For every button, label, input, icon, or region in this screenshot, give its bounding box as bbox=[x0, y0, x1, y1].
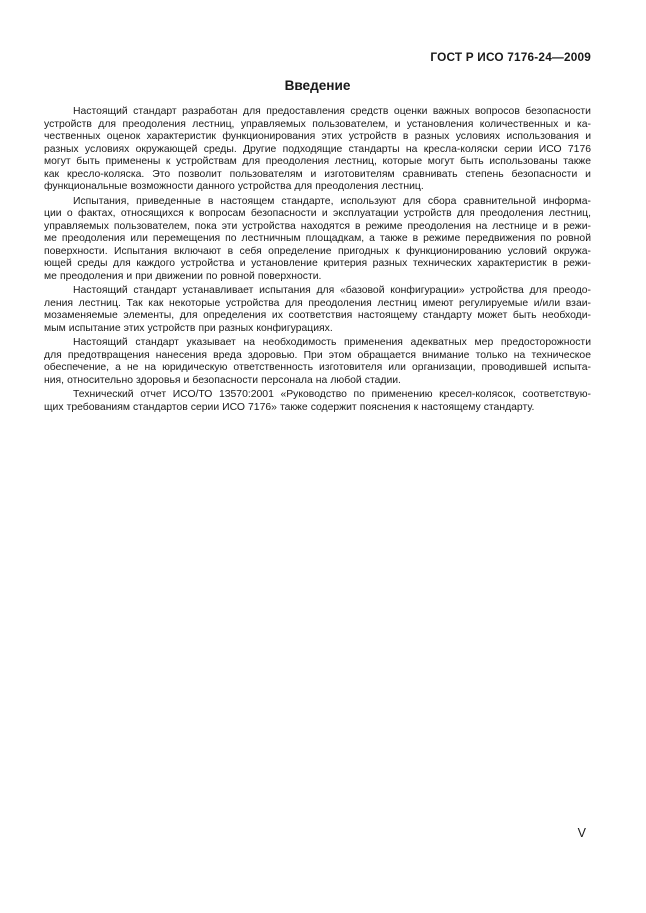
introduction-text bbox=[44, 106, 591, 416]
text-line: функциональные возможности данного устройства для преодоления лестниц. bbox=[44, 181, 424, 192]
text-line: мым испытание этих устройств при разных конфигурациях. bbox=[44, 322, 333, 334]
text-line: щих требованиям стандартов серии ИСО 7176» также содержит пояснения к настоящему стандарту. bbox=[44, 401, 535, 413]
text-line: ме преодоления и при движении по ровной поверхности. bbox=[44, 270, 322, 282]
text-line: обеспечение, а не на юридическую ответственность изготовителя или организации, проводившей испыта- bbox=[44, 362, 591, 373]
text-line: ления лестниц. Так как некоторые устройства для преодоления лестниц имеют регулируемые и/или взаи- bbox=[44, 297, 591, 309]
text-line: ющей среды для каждого устройства и установление критерия разных технических характеристик в режи- bbox=[44, 258, 591, 269]
paragraph bbox=[44, 285, 591, 335]
text-line: Настоящий стандарт устанавливает испытания для «базовой конфигурации» устройства для преодо- bbox=[73, 285, 591, 296]
section-title: Введение bbox=[284, 78, 351, 93]
text-line: Настоящий стандарт указывает на необходимость применения адекватных мер предосторожности bbox=[73, 337, 591, 348]
paragraph bbox=[44, 389, 591, 414]
standard-code: ГОСТ Р ИСО 7176-24—2009 bbox=[430, 50, 591, 64]
text-line: Технический отчет ИСО/ТО 13570:2001 «Руководство по применению кресел-колясок, соответствую- bbox=[73, 389, 591, 400]
text-line: поверхности. Испытания включают в себя определение пригодных к функционированию условий окружа- bbox=[44, 245, 591, 257]
text-line: управляемых пользователем, пока эти устройства находятся в режиме преодоления на лестнице и в режи- bbox=[44, 220, 591, 232]
paragraph bbox=[44, 337, 591, 387]
text-line: разных условиях окружающей среды. Другие подходящие стандарты на кресла-коляски серии ИСО 7176 bbox=[44, 143, 591, 155]
text-line: для предотвращения нанесения вреда здоровью. При этом обращается внимание только на техническое bbox=[44, 349, 591, 361]
page-number: V bbox=[577, 826, 586, 840]
text-line: ния, относительно здоровья и безопасности персонала на любой стадии. bbox=[44, 374, 401, 386]
text-line: могут быть применены к устройствам для преодоления лестниц, которые могут быть использованы также bbox=[44, 156, 591, 167]
text-line: устройств для преодоления лестниц, управляемых пользователем, и установления количественных и ка- bbox=[44, 118, 591, 130]
text-line: Испытания, приведенные в настоящем стандарте, используют для сбора сравнительной информа- bbox=[73, 195, 591, 207]
text-line: мозаменяемые элементы, для определения их соответствия настоящему стандарту может быть необходи- bbox=[44, 310, 591, 321]
paragraph bbox=[44, 196, 591, 284]
text-line: как кресло-коляска. Это позволит пользователям и изготовителям сравнивать степень безопасности и bbox=[44, 168, 591, 180]
text-line: Настоящий стандарт разработан для предоставления средств оценки важных вопросов безопасности bbox=[73, 106, 591, 117]
text-line: ции о фактах, относящихся к вопросам безопасности и эксплуатации устройств для преодоления лестниц, bbox=[44, 208, 591, 219]
paragraph bbox=[44, 106, 591, 194]
text-line: ме преодоления или перемещения по лестничным площадкам, а также в режиме передвижения по ровной bbox=[44, 233, 591, 244]
text-line: чественных оценок характеристик функционирования этих устройств в разных условиях использования и bbox=[44, 131, 591, 142]
